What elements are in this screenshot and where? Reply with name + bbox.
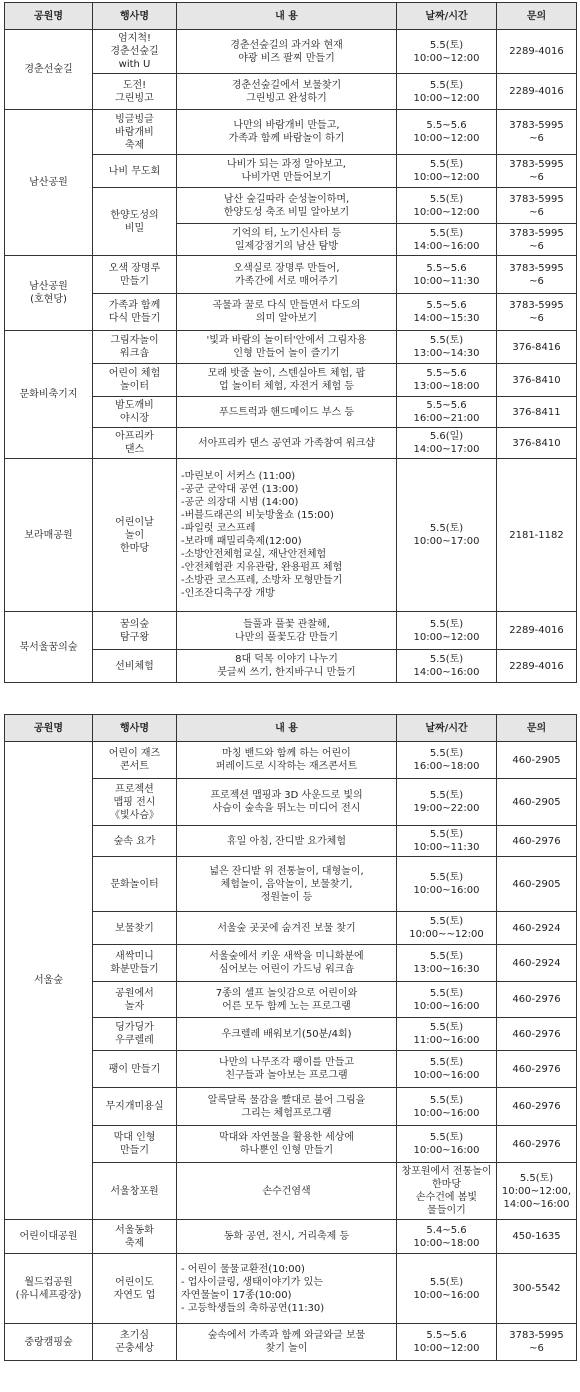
- contact-cell: 460-2905: [497, 742, 577, 779]
- park-name-cell: 문화비축기지: [5, 331, 93, 459]
- event-name-cell: 초기심 곤충세상: [93, 1324, 177, 1361]
- contact-cell: 460-2976: [497, 1126, 577, 1163]
- datetime-cell: 5.5~5.6 10:00~12:00: [397, 1324, 497, 1361]
- event-name-cell: 딩가딩가 우쿠렐레: [93, 1018, 177, 1051]
- event-name-cell: 어린이도 자연도 업: [93, 1254, 177, 1324]
- event-name-cell: 어린이 체험 놀이터: [93, 364, 177, 397]
- table-row: [5, 110, 577, 155]
- contact-cell: 450-1635: [497, 1220, 577, 1254]
- event-name-cell: 무지개미용실: [93, 1088, 177, 1126]
- event-name-cell: 팽이 만들기: [93, 1051, 177, 1088]
- datetime-cell: 5.5(토) 10:00~16:00: [397, 1254, 497, 1324]
- content-cell: 나만의 바람개비 만들고, 가족과 함께 바람놀이 하기: [177, 110, 397, 155]
- datetime-cell: 5.5(토) 10:00~16:00: [397, 857, 497, 912]
- content-cell: '빛과 바람의 놀이터'안에서 그림자용 인형 만들어 놀이 즐기기: [177, 331, 397, 364]
- table-row: [5, 1324, 577, 1361]
- content-cell: 프로젝션 맵핑과 3D 사운드로 빛의 사슴이 숲속을 뛰노는 미디어 전시: [177, 779, 397, 826]
- park-name-cell: 보라매공원: [5, 459, 93, 612]
- event-name-cell: 한양도성의 비밀: [93, 188, 177, 256]
- header-event: 행사명: [93, 715, 177, 742]
- event-name-cell: 꿈의숲 탐구왕: [93, 612, 177, 650]
- contact-cell: 376-8416: [497, 331, 577, 364]
- contact-cell: 3783-5995 ~6: [497, 256, 577, 294]
- content-cell: 나비가 되는 과정 알아보고, 나비가면 만들어보기: [177, 155, 397, 188]
- contact-cell: 460-2976: [497, 982, 577, 1018]
- content-cell: - 어린이 물물교환전(10:00) - 업사이클링, 생태이야기가 있는 자연물놀이 17종(10:00) - 고등학생들의 축하공연(11:30): [177, 1254, 397, 1324]
- event-name-cell: 가족과 함께 다식 만들기: [93, 294, 177, 331]
- datetime-cell: 5.5(토) 10:00~~12:00: [397, 912, 497, 945]
- event-name-cell: 프로젝션 맵핑 전시 《빛사슴》: [93, 779, 177, 826]
- datetime-cell: 5.4~5.6 10:00~18:00: [397, 1220, 497, 1254]
- table-row: [5, 742, 577, 779]
- event-name-cell: 공원에서 놀자: [93, 982, 177, 1018]
- event-name-cell: 어린이 재즈 콘서트: [93, 742, 177, 779]
- event-name-cell: 서울동화 축제: [93, 1220, 177, 1254]
- content-cell: 들풀과 풀꽃 관찰해, 나만의 풀꽃도감 만들기: [177, 612, 397, 650]
- event-name-cell: 그림자놀이 워크숍: [93, 331, 177, 364]
- event-name-cell: 새싹미니 화분만들기: [93, 945, 177, 982]
- park-name-cell: 어린이대공원: [5, 1220, 93, 1254]
- content-cell: 서아프리카 댄스 공연과 가족참여 워크샵: [177, 428, 397, 459]
- content-cell: -마린보이 서커스 (11:00) -공군 군악대 공연 (13:00) -공군 의장대 시범 (14:00) -버블드래곤의 비눗방울쇼 (15:00) -파일럿 코스프레 -보라매 패밀리축제(12:00) -소방안전체험교실, 재난안전체험 -안전체험관 지유관람, 완용펌프 체험 -소방관 코스프레, 소방차 모형만들기 -인조잔디축구장 개방: [177, 459, 397, 612]
- table-row: [5, 612, 577, 650]
- event-name-cell: 엄지척! 경춘선숲길 with U: [93, 30, 177, 74]
- header-contact: 문의: [497, 715, 577, 742]
- contact-cell: 3783-5995 ~6: [497, 1324, 577, 1361]
- contact-cell: 460-2976: [497, 1088, 577, 1126]
- contact-cell: 460-2976: [497, 1018, 577, 1051]
- content-cell: 휴일 아침, 잔디밭 요가체험: [177, 826, 397, 857]
- datetime-cell: 5.5(토) 10:00~12:00: [397, 74, 497, 110]
- datetime-cell: 5.5(토) 10:00~16:00: [397, 1051, 497, 1088]
- datetime-cell: 5.6(일) 14:00~17:00: [397, 428, 497, 459]
- datetime-cell: 5.5(토) 10:00~11:30: [397, 826, 497, 857]
- content-cell: 경춘선숲길에서 보물찾기 그린빙고 완성하기: [177, 74, 397, 110]
- event-name-cell: 문화놀이터: [93, 857, 177, 912]
- header-content: 내 용: [177, 715, 397, 742]
- datetime-cell: 5.5(토) 13:00~16:30: [397, 945, 497, 982]
- park-name-cell: 경춘선숲길: [5, 30, 93, 110]
- contact-cell: 2289-4016: [497, 30, 577, 74]
- content-cell: 숲속에서 가족과 함께 와글와글 보물 찾기 놀이: [177, 1324, 397, 1361]
- content-cell: 오색실로 장명루 만들어, 가족간에 서로 매어주기: [177, 256, 397, 294]
- contact-cell: 2289-4016: [497, 74, 577, 110]
- contact-cell: 376-8411: [497, 397, 577, 428]
- park-name-cell: 월드컵공원 (유니세프광장): [5, 1254, 93, 1324]
- contact-cell: 376-8410: [497, 428, 577, 459]
- datetime-cell: 5.5(토) 10:00~12:00: [397, 612, 497, 650]
- content-cell: 우크렐레 배워보기(50분/4회): [177, 1018, 397, 1051]
- content-cell: 남산 숲길따라 순성놀이하며, 한양도성 축조 비밀 알아보기: [177, 188, 397, 224]
- contact-cell: 3783-5995 ~6: [497, 224, 577, 256]
- contact-cell: 3783-5995 ~6: [497, 294, 577, 331]
- event-name-cell: 막대 인형 만들기: [93, 1126, 177, 1163]
- datetime-cell: 5.5(토) 19:00~22:00: [397, 779, 497, 826]
- content-cell: 7종의 셀프 놀잇감으로 어린이와 어른 모두 함께 노는 프로그램: [177, 982, 397, 1018]
- event-name-cell: 빙글빙글 바람개비 축제: [93, 110, 177, 155]
- datetime-cell: 5.5(토) 10:00~12:00: [397, 155, 497, 188]
- event-name-cell: 선비체험: [93, 650, 177, 683]
- datetime-cell: 5.5~5.6 13:00~18:00: [397, 364, 497, 397]
- datetime-cell: 5.5~5.6 10:00~12:00: [397, 110, 497, 155]
- datetime-cell: 5.5~5.6 10:00~11:30: [397, 256, 497, 294]
- table-2-body: [5, 742, 577, 1361]
- datetime-cell: 5.5(토) 10:00~16:00: [397, 982, 497, 1018]
- contact-cell: 3783-5995 ~6: [497, 188, 577, 224]
- event-name-cell: 오색 장명루 만들기: [93, 256, 177, 294]
- datetime-cell: 5.5(토) 10:00~12:00: [397, 188, 497, 224]
- datetime-cell: 5.5(토) 14:00~16:00: [397, 650, 497, 683]
- header-park: 공원명: [5, 715, 93, 742]
- event-name-cell: 손수건염색: [177, 1163, 397, 1220]
- content-cell: 기억의 터, 노기신사터 등 일제강점기의 남산 탐방: [177, 224, 397, 256]
- contact-cell: 2289-4016: [497, 650, 577, 683]
- table-row: [5, 331, 577, 364]
- events-table-2: [4, 714, 577, 1361]
- contact-cell: 460-2924: [497, 912, 577, 945]
- header-datetime: 날짜/시간: [397, 3, 497, 30]
- header-content: 내 용: [177, 3, 397, 30]
- event-name-cell: 아프리카 댄스: [93, 428, 177, 459]
- event-name-cell: 도전! 그린빙고: [93, 74, 177, 110]
- park-name-cell: 서울숲: [5, 742, 93, 1220]
- contact-cell: 3783-5995 ~6: [497, 155, 577, 188]
- events-table-1: [4, 2, 577, 683]
- datetime-cell: 5.5(토) 10:00~12:00, 14:00~16:00: [497, 1163, 577, 1220]
- contact-cell: 460-2905: [497, 857, 577, 912]
- contact-cell: 460-2976: [497, 826, 577, 857]
- park-name-cell: 서울창포원: [93, 1163, 177, 1220]
- park-name-cell: 남산공원: [5, 110, 93, 256]
- event-name-cell: 나비 무도회: [93, 155, 177, 188]
- content-cell: 곡물과 꿀로 다식 만들면서 다도의 의미 알아보기: [177, 294, 397, 331]
- content-cell: 서울숲에서 키운 새싹을 미니화분에 심어보는 어린이 가드닝 워크숍: [177, 945, 397, 982]
- datetime-cell: 5.5(토) 10:00~17:00: [397, 459, 497, 612]
- header-park: 공원명: [5, 3, 93, 30]
- event-name-cell: 어린이날 놀이 한마당: [93, 459, 177, 612]
- table-row: [5, 1254, 577, 1324]
- datetime-cell: 5.5(토) 16:00~18:00: [397, 742, 497, 779]
- content-cell: 서울숲 곳곳에 숨겨진 보물 찾기: [177, 912, 397, 945]
- header-event: 행사명: [93, 3, 177, 30]
- datetime-cell: 5.5(토) 10:00~16:00: [397, 1088, 497, 1126]
- content-cell: 나만의 나무조각 팽이를 만들고 친구들과 놀아보는 프로그램: [177, 1051, 397, 1088]
- table-1-body: [5, 30, 577, 683]
- event-name-cell: 보물찾기: [93, 912, 177, 945]
- contact-cell: 376-8410: [497, 364, 577, 397]
- contact-cell: 2289-4016: [497, 612, 577, 650]
- contact-cell: 460-2905: [497, 779, 577, 826]
- table-row: [5, 256, 577, 294]
- datetime-cell: 5.5(토) 11:00~16:00: [397, 1018, 497, 1051]
- header-row: [5, 715, 577, 742]
- content-cell: 알록달록 물감을 빨대로 불어 그림을 그리는 체험프로그램: [177, 1088, 397, 1126]
- table-row: [5, 459, 577, 612]
- park-name-cell: 중랑캠핑숲: [5, 1324, 93, 1361]
- datetime-cell: 5.5(토) 10:00~12:00: [397, 30, 497, 74]
- header-datetime: 날짜/시간: [397, 715, 497, 742]
- header-row: [5, 3, 577, 30]
- contact-cell: 300-5542: [497, 1254, 577, 1324]
- content-cell: 마칭 밴드와 함께 하는 어린이 퍼레이드로 시작하는 재즈콘서트: [177, 742, 397, 779]
- contact-cell: 460-2924: [497, 945, 577, 982]
- datetime-cell: 5.5~5.6 14:00~15:30: [397, 294, 497, 331]
- park-name-cell: 북서울꿈의숲: [5, 612, 93, 683]
- datetime-cell: 5.5(토) 10:00~16:00: [397, 1126, 497, 1163]
- table-row: [5, 30, 577, 74]
- content-cell: 8대 덕목 이야기 나누기 붓글씨 쓰기, 한지바구니 만들기: [177, 650, 397, 683]
- content-cell: 푸드트럭과 핸드메이드 부스 등: [177, 397, 397, 428]
- content-cell: 창포원에서 전통놀이 한마당 손수건에 봄빛 물들이기: [397, 1163, 497, 1220]
- park-name-cell: 남산공원 (호현당): [5, 256, 93, 331]
- content-cell: 넓은 잔디밭 위 전통놀이, 대형놀이, 체험놀이, 음악놀이, 보물찾기, 정원놀이 등: [177, 857, 397, 912]
- table-row: [5, 1220, 577, 1254]
- contact-cell: 2181-1182: [497, 459, 577, 612]
- datetime-cell: 5.5(토) 13:00~14:30: [397, 331, 497, 364]
- event-name-cell: 숲속 요가: [93, 826, 177, 857]
- header-contact: 문의: [497, 3, 577, 30]
- content-cell: 경춘선숲길의 과거와 현재 야광 비즈 팔찌 만들기: [177, 30, 397, 74]
- event-name-cell: 밤도깨비 야시장: [93, 397, 177, 428]
- datetime-cell: 5.5~5.6 16:00~21:00: [397, 397, 497, 428]
- datetime-cell: 5.5(토) 14:00~16:00: [397, 224, 497, 256]
- content-cell: 모래 밧줄 놀이, 스텐실아트 체험, 팝 업 놀이터 체험, 자전거 체험 등: [177, 364, 397, 397]
- contact-cell: 3783-5995 ~6: [497, 110, 577, 155]
- content-cell: 동화 공연, 전시, 거리축제 등: [177, 1220, 397, 1254]
- content-cell: 막대와 자연물을 활용한 세상에 하나뿐인 인형 만들기: [177, 1126, 397, 1163]
- contact-cell: 460-2976: [497, 1051, 577, 1088]
